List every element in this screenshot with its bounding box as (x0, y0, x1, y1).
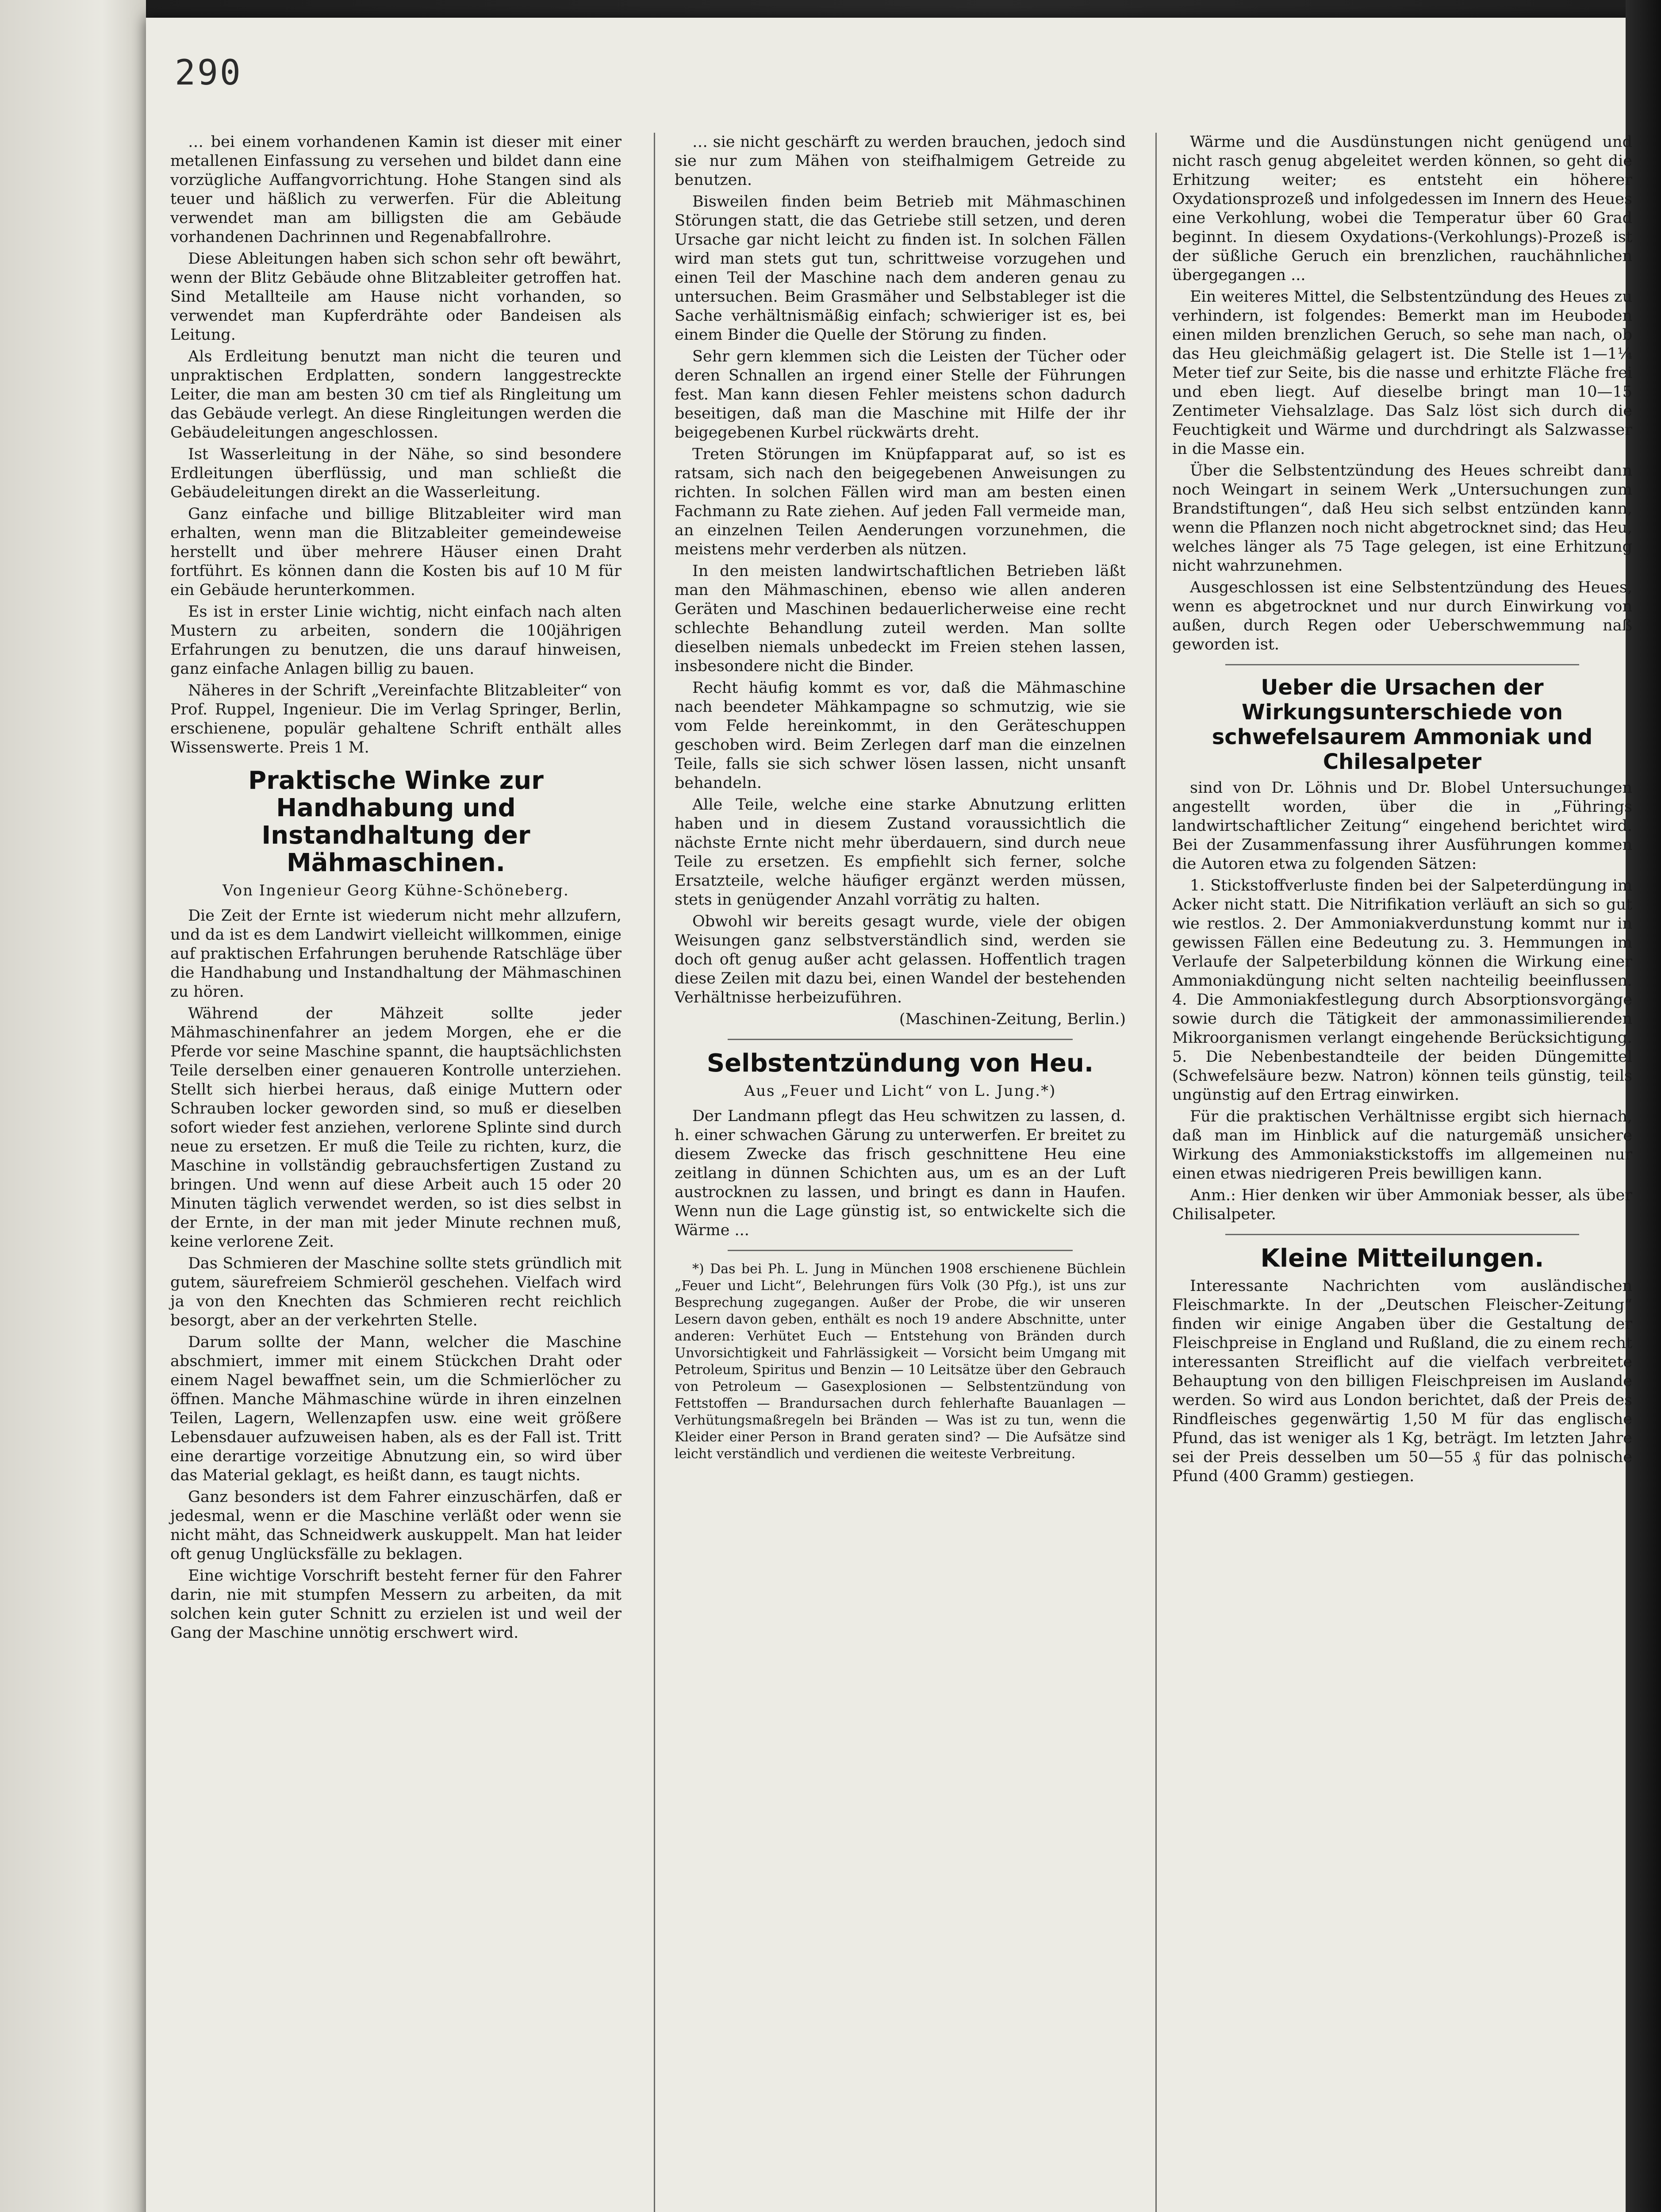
separator (728, 1039, 1073, 1040)
column-3 (1172, 133, 1632, 1489)
paragraph: Ausgeschlossen ist eine Selbstentzündung des Heues, wenn es abgetrocknet und nur durch Einwirkung von außen, durch Regen oder Ueberschwemmung naß geworden ist. (1172, 579, 1632, 653)
paragraph: Eine wichtige Vorschrift besteht ferner für den Fahrer darin, nie mit stumpfen Messern zu arbeiten, da mit solchen kein guter Schnitt zu erzielen ist und weil der Gang der Maschine unnötig erschwert wird. (170, 1567, 621, 1642)
paragraph: Darum sollte der Mann, welcher die Maschine abschmiert, immer mit einem Stückchen Draht oder einem Nagel bewaffnet sein, um die Schmierlöcher zu öffnen. Manche Mähmaschine würde in ihren einzelnen Teilen, Lagern, Wellenzapfen usw. eine weit größere Lebensdauer aufzuweisen haben, als es der Fall ist. Tritt eine derartige vorzeitige Abnutzung ein, so wird über das Material geklagt, es heißt dann, es taugt nichts. (170, 1333, 621, 1484)
article-heading: Selbstentzündung von Heu. (706, 1049, 1094, 1078)
column-1 (170, 133, 621, 1645)
paragraph: Alle Teile, welche eine starke Abnutzung erlitten haben und in diesem Zustand voraussichtlich die nächste Ernte nicht mehr überdauern, sind durch neue Teile zu ersetzen. Es empfiehlt sich ferner, solche Ersatzteile, welche häufiger ergänzt werden müssen, stets in genügender Anzahl vorrätig zu halten. (675, 796, 1126, 909)
paragraph: Es ist in erster Linie wichtig, nicht einfach nach alten Mustern zu arbeiten, sondern die 100jährigen Erfahrungen zu benutzen, die uns darauf hinweisen, ganz einfache Anlagen billig zu bauen. (170, 603, 621, 678)
paragraph: Sehr gern klemmen sich die Leisten der Tücher oder deren Schnallen an irgend einer Stelle der Führungen fest. Man kann diesen Fehler meistens schon dadurch beseitigen, daß man die Maschine mit Hilfe der ihr beigegebenen Kurbel rückwärts dreht. (675, 348, 1126, 442)
source-credit: (Maschinen-Zeitung, Berlin.) (899, 1010, 1126, 1028)
separator (1225, 664, 1579, 665)
paragraph: sind von Dr. Löhnis und Dr. Blobel Untersuchungen angestellt worden, über die in „Führings landwirtschaftlicher Zeitung“ eingehend berichtet wird. Bei der Zusammenfassung ihrer Ausführungen kommen die Autoren etwa zu folgenden Sätzen: (1172, 779, 1632, 873)
paragraph: Als Erdleitung benutzt man nicht die teuren und unpraktischen Erdplatten, sondern langgestreckte Leiter, die man am besten 30 cm tief als Ringleitung um das Gebäude verlegt. An diese Ringleitungen werden die Gebäudeleitungen angeschlossen. (170, 348, 621, 442)
paragraph: Der Landmann pflegt das Heu schwitzen zu lassen, d. h. einer schwachen Gärung zu unterwerfen. Er breitet zu diesem Zwecke das frisch geschnittene Heu eine zeitlang in dünnen Schichten aus, um es an der Luft austrocknen zu lassen, und bringt es dann in Haufen. Wenn nun die Lage günstig ist, so entwickelte sich die Wärme ... (675, 1107, 1126, 1239)
paragraph: Diese Ableitungen haben sich schon sehr oft bewährt, wenn der Blitz Gebäude ohne Blitzableiter getroffen hat. Sind Metallteile am Hause nicht vorhanden, so verwendet man Kupferdrähte oder Bandeisen als Leitung. (170, 250, 621, 344)
article-heading: Ueber die Ursachen der Wirkungsunterschiede von schwefelsaurem Ammoniak und Chilesalpeter (1212, 675, 1593, 774)
footnote: *) Das bei Ph. L. Jung in München 1908 erschienene Büchlein „Feuer und Licht“, Belehrungen fürs Volk (30 Pfg.), ist uns zur Besprechung zugegangen. Außer der Probe, die wir unseren Lesern davon geben, enthält es noch 19 andere Abschnitte, unter anderen: Verhütet Euch — Entstehung von Bränden durch Unvorsichtigkeit und Fahrlässigkeit — Vorsicht beim Umgang mit Petroleum, Spiritus und Benzin — 10 Leitsätze über den Gebrauch von Petroleum — Gasexplosionen — Selbstentzündung von Fettstoffen — Brandursachen durch fehlerhafte Bauanlagen — Verhütungsmaßregeln bei Bränden — Was ist zu tun, wenn die Kleider einer Person in Brand geraten sind? — Die Aufsätze sind leicht verständlich und verdienen die weiteste Verbreitung. (675, 1261, 1126, 1462)
column-rule (1155, 133, 1157, 2212)
byline: Von Ingenieur Georg Kühne-Schöneberg. (222, 882, 569, 899)
byline: Aus „Feuer und Licht“ von L. Jung.*) (744, 1082, 1056, 1100)
paragraph: Das Schmieren der Maschine sollte stets gründlich mit gutem, säurefreiem Schmieröl geschehen. Vielfach wird ja von den Knechten das Schmieren recht reichlich besorgt, aber an der verkehrten Stelle. (170, 1255, 621, 1329)
section-heading: Kleine Mitteilungen. (1260, 1244, 1544, 1273)
facing-page-edge (0, 0, 146, 2212)
page-number: 290 (175, 53, 242, 93)
column-2 (675, 133, 1126, 1465)
paragraph: Über die Selbstentzündung des Heues schreibt dann noch Weingart in seinem Werk „Untersuchungen zum Brandstiftungen“, daß Heu sich selbst entzünden kann, wenn die Pflanzen noch nicht abgetrocknet sind; das Heu, welches länger als 75 Tage gelegen, ist eine Erhitzung nicht wahrzunehmen. (1172, 462, 1632, 575)
paragraph: 1. Stickstoffverluste finden bei der Salpeterdüngung im Acker nicht statt. Die Nitrifikation verläuft an sich so gut wie restlos. 2. Der Ammoniakverdunstung kommt nur in gewissen Fällen eine Bedeutung zu. 3. Hemmungen im Verlaufe der Salpeterbildung können die Wirkung einer Ammoniakdüngung nicht selten nachteilig beeinflussen. 4. Die Ammoniakfestlegung durch Absorptionsvorgänge sowie durch die Tätigkeit der ammonassimilierenden Mikroorganismen verlangt eingehende Berücksichtigung. 5. Die Nebenbestandteile der beiden Düngemittel (Schwefelsäure bezw. Natron) können teils günstig, teils ungünstig auf den Ertrag einwirken. (1172, 877, 1632, 1104)
paragraph: … bei einem vorhandenen Kamin ist dieser mit einer metallenen Einfassung zu versehen und bildet dann eine vorzügliche Auffangvorrichtung. Hohe Stangen sind als teuer und häßlich zu verwerfen. Für die Ableitung verwendet man am billigsten die am Gebäude vorhandenen Dachrinnen und Regenabfallrohre. (170, 133, 621, 246)
column-rule (654, 133, 655, 2212)
paragraph: Obwohl wir bereits gesagt wurde, viele der obigen Weisungen ganz selbstverständlich sind, werden sie doch oft genug außer acht gelassen. Hoffentlich tragen diese Zeilen mit dazu bei, einen Wandel der bestehenden Verhältnisse herbeizuführen. (675, 913, 1126, 1006)
paragraph: Während der Mähzeit sollte jeder Mähmaschinenfahrer an jedem Morgen, ehe er die Pferde vor seine Maschine spannt, die hauptsächlichsten Teile derselben einer genaueren Kontrolle unterziehen. Stellt sich hierbei heraus, daß einige Muttern oder Schrauben locker geworden sind, so muß er dieselben sofort wieder fest anziehen, verlorene Splinte sind durch neue zu ersetzen. Er muß die Teile zu richten, kurz, die Maschine in vollständig gebrauchsfertigen Zustand zu bringen. Und wenn auf diese Arbeit auch 15 oder 20 Minuten täglich verwendet werden, so ist dies selbst in der Ernte, in der man mit jeder Minute rechnen muß, keine verlorene Zeit. (170, 1005, 621, 1251)
paragraph: In den meisten landwirtschaftlichen Betrieben läßt man den Mähmaschinen, ebenso wie allen anderen Geräten und Maschinen bedauerlicherweise eine recht schlechte Behandlung zuteil werden. Man sollte dieselben niemals unbedeckt im Freien stehen lassen, insbesondere nicht die Binder. (675, 562, 1126, 675)
separator (728, 1250, 1073, 1251)
paragraph: Ganz einfache und billige Blitzableiter wird man erhalten, wenn man die Blitzableiter gemeindeweise herstellt und über mehrere Häuser einen Draht fortführt. Es können dann die Kosten bis auf 10 M für ein Gebäude herunterkommen. (170, 505, 621, 599)
paragraph: Ein weiteres Mittel, die Selbstentzündung des Heues zu verhindern, ist folgendes: Bemerkt man im Heuboden einen milden brenzlichen Geruch, so sehe man nach, ob das Heu gleichmäßig gelagert ist. Die Stelle ist 1—1¼ Meter tief zur Seite, bis die nasse und erhitzte Fläche frei und eben liegt. Auf dieselbe bringt man 10—15 Zentimeter Viehsalzlage. Das Salz löst sich durch die Feuchtigkeit und Wärme und durchdringt als Salzwasser in die Masse ein. (1172, 288, 1632, 458)
paragraph: Bisweilen finden beim Betrieb mit Mähmaschinen Störungen statt, die das Getriebe still setzen, und deren Ursache gar nicht leicht zu finden ist. In solchen Fällen wird man stets gut tun, schrittweise vorzugehen und einen Teil der Maschine nach dem anderen genau zu untersuchen. Beim Grasmäher und Selbstableger ist die Sache verhältnismäßig einfach; schwieriger ist es, bei einem Binder die Quelle der Störung zu finden. (675, 193, 1126, 344)
paragraph: Für die praktischen Verhältnisse ergibt sich hiernach, daß man im Hinblick auf die naturgemäß unsichere Wirkung des Ammoniakstickstoffs im allgemeinen nur einen etwas niedrigeren Preis bewilligen kann. (1172, 1108, 1632, 1183)
paragraph: Interessante Nachrichten vom ausländischen Fleischmarkte. In der „Deutschen Fleischer-Zeitung“ finden wir einige Angaben über die Gestaltung der Fleischpreise in England und Rußland, die zu einem recht interessanten Streiflicht auf die vielfach verbreitete Behauptung von den billigen Fleischpreisen im Auslande werden. So wird aus London berichtet, daß der Preis des Rindfleisches gegenwärtig 1,50 M für das englische Pfund, das ist weniger als 1 Kg, beträgt. Im letzten Jahre sei der Preis desselben um 50—55 ₰ für das polnische Pfund (400 Gramm) gestiegen. (1172, 1277, 1632, 1485)
paragraph: Wärme und die Ausdünstungen nicht genügend und nicht rasch genug abgeleitet werden können, so geht die Erhitzung weiter; es entsteht ein höherer Oxydationsprozeß und infolgedessen im Innern des Heues eine Verkohlung, wobei die Temperatur über 60 Grad beginnt. In diesem Oxydations-(Verkohlungs)-Prozeß ist der süßliche Geruch ein brenzlichen, rauchähnlichen übergegangen ... (1172, 133, 1632, 284)
note: Anm.: Hier denken wir über Ammoniak besser, als über Chilisalpeter. (1172, 1187, 1632, 1223)
paragraph: Die Zeit der Ernte ist wiederum nicht mehr allzufern, und da ist es dem Landwirt vielleicht willkommen, einige auf praktischen Erfahrungen beruhende Ratschläge über die Handhabung und Instandhaltung der Mähmaschinen zu hören. (170, 907, 621, 1001)
paragraph: Ganz besonders ist dem Fahrer einzuschärfen, daß er jedesmal, wenn er die Maschine verläßt oder wenn sie nicht mäht, das Schneidwerk auskuppelt. Man hat leider oft genug Unglücksfälle zu beklagen. (170, 1488, 621, 1563)
paragraph: Näheres in der Schrift „Vereinfachte Blitzableiter“ von Prof. Ruppel, Ingenieur. Die im Verlag Springer, Berlin, erschienene, populär gehaltene Schrift enthält alles Wissenswerte. Preis 1 M. (170, 682, 621, 757)
article-heading: Praktische Winke zur Handhabung und Instandhaltung der Mähmaschinen. (248, 766, 544, 877)
paragraph: Recht häufig kommt es vor, daß die Mähmaschine nach beendeter Mähkampagne so schmutzig, wie sie vom Felde hereinkommt, in den Geräteschuppen geschoben wird. Beim Zerlegen darf man die einzelnen Teile, falls sie sich schwer lösen lassen, nicht unsanft behandeln. (675, 679, 1126, 792)
paragraph: Treten Störungen im Knüpfapparat auf, so ist es ratsam, sich nach den beigegebenen Anweisungen zu richten. In solchen Fällen wird man am besten einen Fachmann zu Rate ziehen. Auf jeden Fall vermeide man, an einzelnen Teilen Aenderungen vorzunehmen, die meistens mehr verderben als nützen. (675, 445, 1126, 558)
paragraph: Ist Wasserleitung in der Nähe, so sind besondere Erdleitungen überflüssig, und man schließt die Gebäudeleitungen direkt an die Wasserleitung. (170, 445, 621, 501)
separator (1225, 1234, 1579, 1235)
paragraph: … sie nicht geschärft zu werden brauchen, jedoch sind sie nur zum Mähen von steifhalmigem Getreide zu benutzen. (675, 133, 1126, 189)
